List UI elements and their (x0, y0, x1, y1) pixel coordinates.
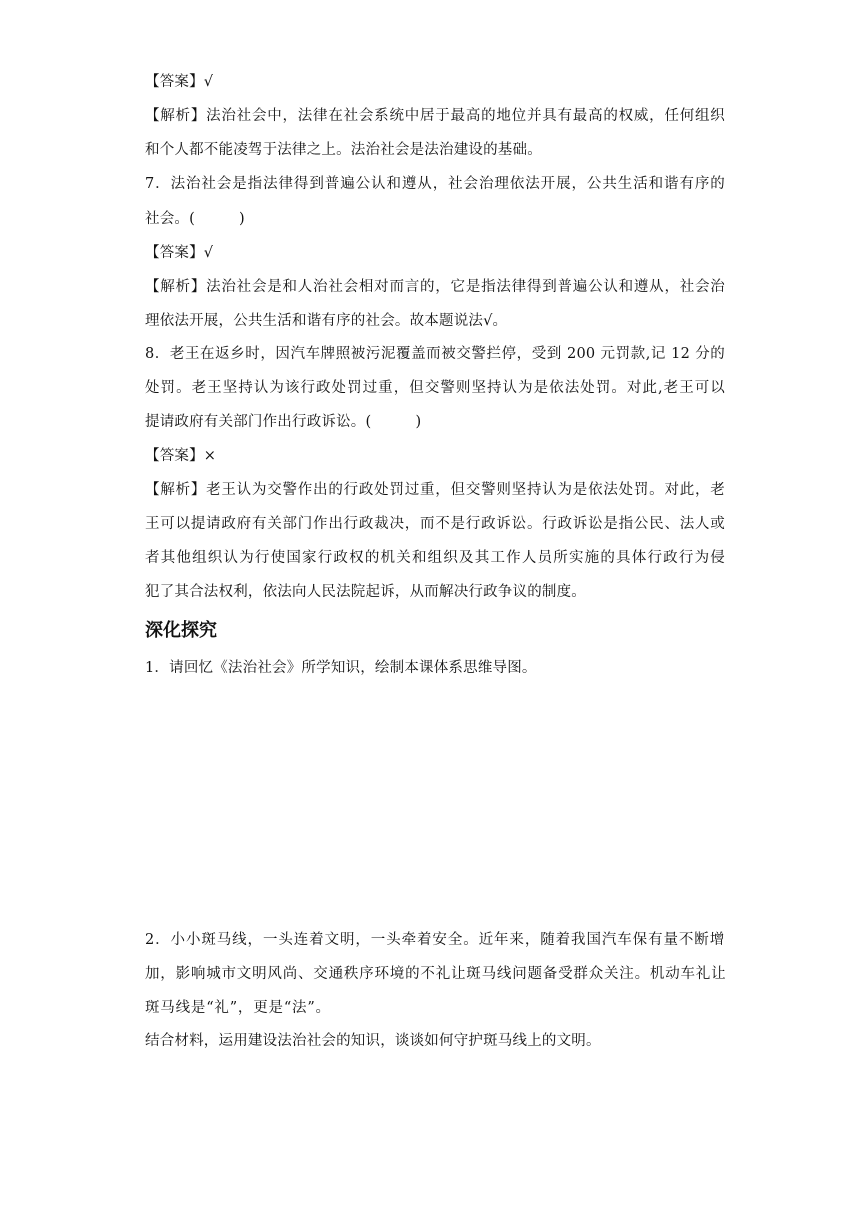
section-title: 深化探究 (145, 620, 217, 641)
analysis-7-line-1: 【解析】法治社会是和人治社会相对而言的，它是指法律得到普遍公认和遵从，社会治 (145, 279, 725, 295)
answer-6: 【答案】√ (145, 74, 214, 90)
question-7-line-2: 社会。( ) (145, 211, 245, 227)
explore-question-2-line-1: 2．小小斑马线，一头连着文明，一头牵着安全。近年来，随着我国汽车保有量不断增 (145, 932, 725, 948)
question-7-line-1: 7．法治社会是指法律得到普遍公认和遵从，社会治理依法开展，公共生活和谐有序的 (145, 176, 725, 192)
analysis-8-line-1: 【解析】老王认为交警作出的行政处罚过重，但交警则坚持认为是依法处罚。对此，老 (145, 482, 725, 498)
analysis-8-line-2: 王可以提请政府有关部门作出行政裁决，而不是行政诉讼。行政诉讼是指公民、法人或 (145, 516, 725, 532)
answer-8: 【答案】× (145, 448, 217, 464)
analysis-8-line-4: 犯了其合法权利，依法向人民法院起诉，从而解决行政争议的制度。 (145, 584, 586, 600)
explore-question-2-line-2: 加，影响城市文明风尚、交通秩序环境的不礼让斑马线问题备受群众关注。机动车礼让 (145, 966, 727, 982)
analysis-8-line-3: 者其他组织认为行使国家行政权的机关和组织及其工作人员所实施的具体行政行为侵 (145, 550, 725, 566)
explore-question-2-task: 结合材料，运用建设法治社会的知识，谈谈如何守护斑马线上的文明。 (145, 1033, 601, 1049)
analysis-6-line-1: 【解析】法治社会中，法律在社会系统中居于最高的地位并具有最高的权威，任何组织 (145, 108, 725, 124)
explore-question-2-line-3: 斑马线是“礼”，更是“法”。 (145, 1000, 331, 1016)
analysis-7-line-2: 理依法开展，公共生活和谐有序的社会。故本题说法√。 (145, 313, 508, 329)
question-8-line-2: 处罚。老王坚持认为该行政处罚过重，但交警则坚持认为是依法处罚。对此,老王可以 (145, 380, 725, 396)
question-8-line-1: 8．老王在返乡时，因汽车牌照被污泥覆盖而被交警拦停，受到 200 元罚款,记 12 分的 (145, 346, 725, 362)
explore-question-1: 1．请回忆《法治社会》所学知识，绘制本课体系思维导图。 (145, 660, 537, 676)
question-8-line-3: 提请政府有关部门作出行政诉讼。( ) (145, 414, 422, 430)
analysis-6-line-2: 和个人都不能凌驾于法律之上。法治社会是法治建设的基础。 (145, 142, 542, 158)
answer-7: 【答案】√ (145, 245, 214, 261)
